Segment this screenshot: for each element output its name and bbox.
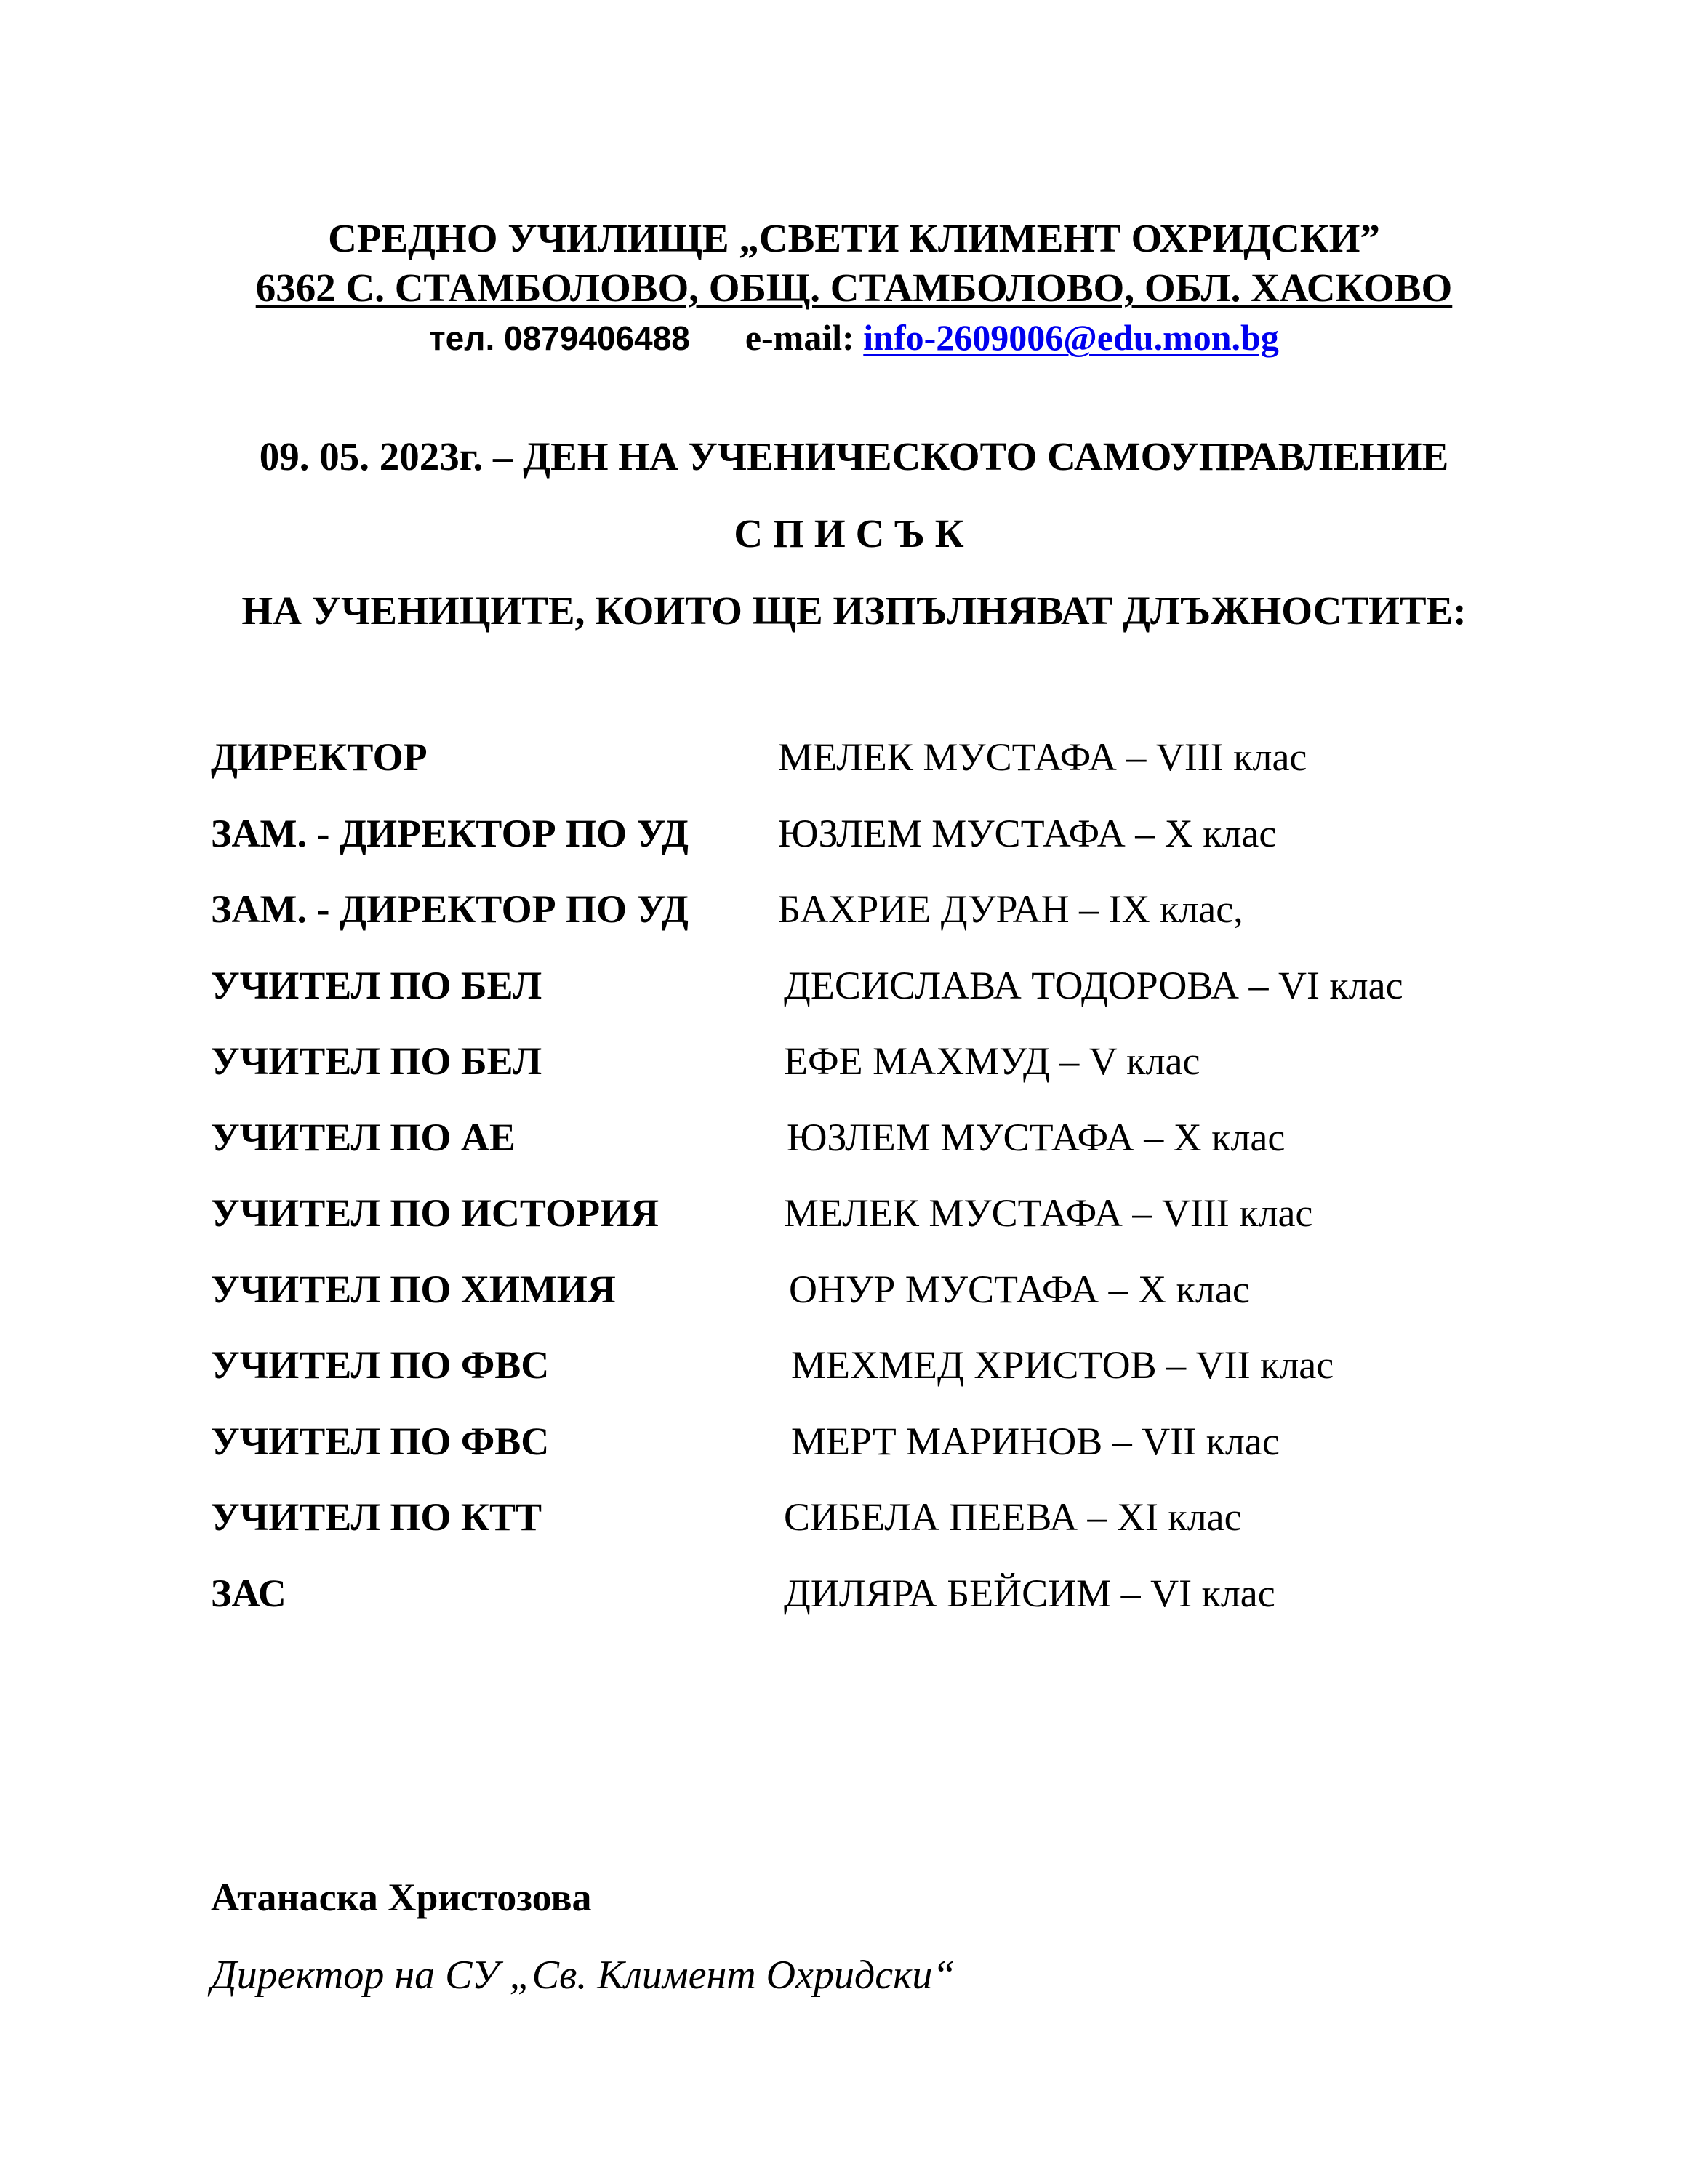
role-row bbox=[211, 963, 1592, 1039]
role-title: УЧИТЕЛ ПО ФВС bbox=[211, 1343, 550, 1387]
role-title: УЧИТЕЛ ПО БЕЛ bbox=[211, 1039, 542, 1083]
student-name: МЕЛЕК МУСТАФА – VIII клас bbox=[784, 1191, 1313, 1235]
list-heading: СПИСЪК bbox=[734, 511, 974, 556]
role-title: УЧИТЕЛ ПО ФВС bbox=[211, 1419, 550, 1463]
student-name: ДЕСИСЛАВА ТОДОРОВА – VI клас bbox=[784, 963, 1403, 1007]
student-name: СИБЕЛА ПЕЕВА – XI клас bbox=[784, 1495, 1242, 1539]
event-title: 09. 05. 2023г. – ДЕН НА УЧЕНИЧЕСКОТО САМОУПРАВЛЕНИЕ bbox=[259, 434, 1449, 479]
student-name: ЮЗЛЕМ МУСТАФА – X клас bbox=[787, 1115, 1286, 1159]
role-title: ЗАМ. - ДИРЕКТОР ПО УД bbox=[211, 887, 689, 931]
role-row bbox=[211, 1342, 1592, 1419]
role-row bbox=[211, 1039, 1592, 1115]
student-name: МЕРТ МАРИНОВ – VII клас bbox=[791, 1419, 1280, 1463]
list-subheading: НА УЧЕНИЦИТЕ, КОИТО ЩЕ ИЗПЪЛНЯВАТ ДЛЪЖНОСТИТЕ: bbox=[241, 588, 1467, 633]
role-title: УЧИТЕЛ ПО АЕ bbox=[211, 1115, 516, 1159]
student-name: МЕХМЕД ХРИСТОВ – VII клас bbox=[791, 1343, 1334, 1387]
role-title: ЗАС bbox=[211, 1571, 286, 1615]
signatory-position: Директор на СУ „Св. Климент Охридски“ bbox=[211, 1953, 955, 1998]
role-title: ДИРЕКТОР bbox=[211, 735, 428, 779]
role-title: УЧИТЕЛ ПО ХИМИЯ bbox=[211, 1267, 616, 1311]
student-name: ЕФЕ МАХМУД – V клас bbox=[784, 1039, 1200, 1083]
document-header bbox=[0, 214, 1708, 363]
role-title: УЧИТЕЛ ПО БЕЛ bbox=[211, 963, 542, 1007]
role-title: ЗАМ. - ДИРЕКТОР ПО УД bbox=[211, 811, 689, 855]
school-address: 6362 С. СТАМБОЛОВО, ОБЩ. СТАМБОЛОВО, ОБЛ. ХАСКОВО bbox=[255, 265, 1453, 310]
role-title: УЧИТЕЛ ПО КТТ bbox=[211, 1495, 542, 1539]
email-link[interactable]: info-2609006@edu.mon.bg bbox=[863, 317, 1279, 358]
email-label: e-mail: bbox=[745, 317, 864, 358]
role-row bbox=[211, 1494, 1592, 1571]
role-row bbox=[211, 1115, 1592, 1191]
role-row bbox=[211, 1267, 1592, 1343]
role-row bbox=[211, 811, 1592, 887]
student-name: БАХРИЕ ДУРАН – IX клас, bbox=[778, 887, 1243, 931]
role-title: УЧИТЕЛ ПО ИСТОРИЯ bbox=[211, 1191, 659, 1235]
role-row bbox=[211, 1190, 1592, 1267]
phone-number: тел. 0879406488 bbox=[429, 319, 690, 357]
role-row bbox=[211, 735, 1592, 811]
address-line bbox=[0, 263, 1708, 313]
roles-list bbox=[211, 735, 1592, 1646]
role-row bbox=[211, 1571, 1592, 1647]
student-name: ДИЛЯРА БЕЙСИМ – VI клас bbox=[784, 1571, 1275, 1615]
contact-line bbox=[0, 313, 1708, 363]
role-row bbox=[211, 887, 1592, 963]
signatory-name: Атанаска Христозова bbox=[211, 1876, 592, 1919]
role-row bbox=[211, 1419, 1592, 1495]
student-name: ОНУР МУСТАФА – X клас bbox=[789, 1267, 1250, 1311]
school-name: СРЕДНО УЧИЛИЩЕ „СВЕТИ КЛИМЕНТ ОХРИДСКИ” bbox=[328, 216, 1380, 260]
student-name: ЮЗЛЕМ МУСТАФА – X клас bbox=[778, 811, 1277, 855]
student-name: МЕЛЕК МУСТАФА – VIII клас bbox=[778, 735, 1307, 779]
